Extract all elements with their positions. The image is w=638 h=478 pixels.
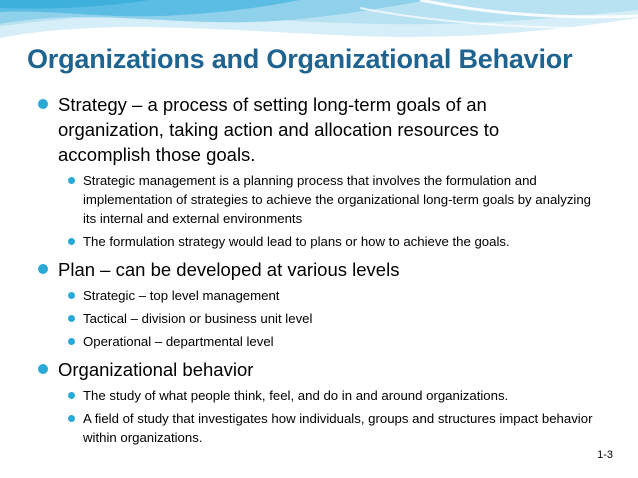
bullet-organizational-behavior xyxy=(58,357,578,382)
bullet-text: Organizational behavior xyxy=(58,359,254,380)
sub-bullet-text: The formulation strategy would lead to plans or how to achieve the goals. xyxy=(83,234,510,249)
bullet-dot-icon xyxy=(68,177,75,184)
bullet-dot-icon xyxy=(68,338,75,345)
sub-bullet xyxy=(83,171,603,228)
bullet-dot-icon xyxy=(38,99,48,109)
bullet-dot-icon xyxy=(68,292,75,299)
bullet-strategy xyxy=(58,92,578,167)
bullet-text: Plan – can be developed at various levels xyxy=(58,259,400,280)
slide-title: Organizations and Organizational Behavior xyxy=(27,44,573,74)
bullet-dot-icon xyxy=(68,315,75,322)
sub-bullet xyxy=(83,409,603,447)
sub-bullet-text: Strategic management is a planning process that involves the formulation and implementation of strategies to achieve the organizational long-term goals by analyzing its internal and external environments xyxy=(83,173,592,226)
sub-bullet-text: Tactical – division or business unit level xyxy=(83,311,313,326)
bullet-dot-icon xyxy=(68,392,75,399)
sub-bullet xyxy=(83,286,603,305)
page-number: 1-3 xyxy=(597,449,613,461)
sub-bullet-text: The study of what people think, feel, and do in and around organizations. xyxy=(83,388,509,403)
sub-bullet xyxy=(83,309,603,328)
sub-bullet xyxy=(83,386,603,405)
sub-bullet xyxy=(83,232,603,251)
bullet-plan xyxy=(58,257,578,282)
slide-body xyxy=(0,92,638,451)
bullet-dot-icon xyxy=(38,364,48,374)
sub-bullet-text: Strategic – top level management xyxy=(83,288,280,303)
sub-bullet xyxy=(83,332,603,351)
bullet-dot-icon xyxy=(68,238,75,245)
bullet-dot-icon xyxy=(68,415,75,422)
bullet-dot-icon xyxy=(38,264,48,274)
sub-bullet-text: A field of study that investigates how individuals, groups and structures impact behavior within organizations. xyxy=(83,411,593,445)
sub-bullet-text: Operational – departmental level xyxy=(83,334,274,349)
bullet-text: Strategy – a process of setting long-term goals of an organization, taking action and allocation resources to accomplish those goals. xyxy=(58,94,500,165)
